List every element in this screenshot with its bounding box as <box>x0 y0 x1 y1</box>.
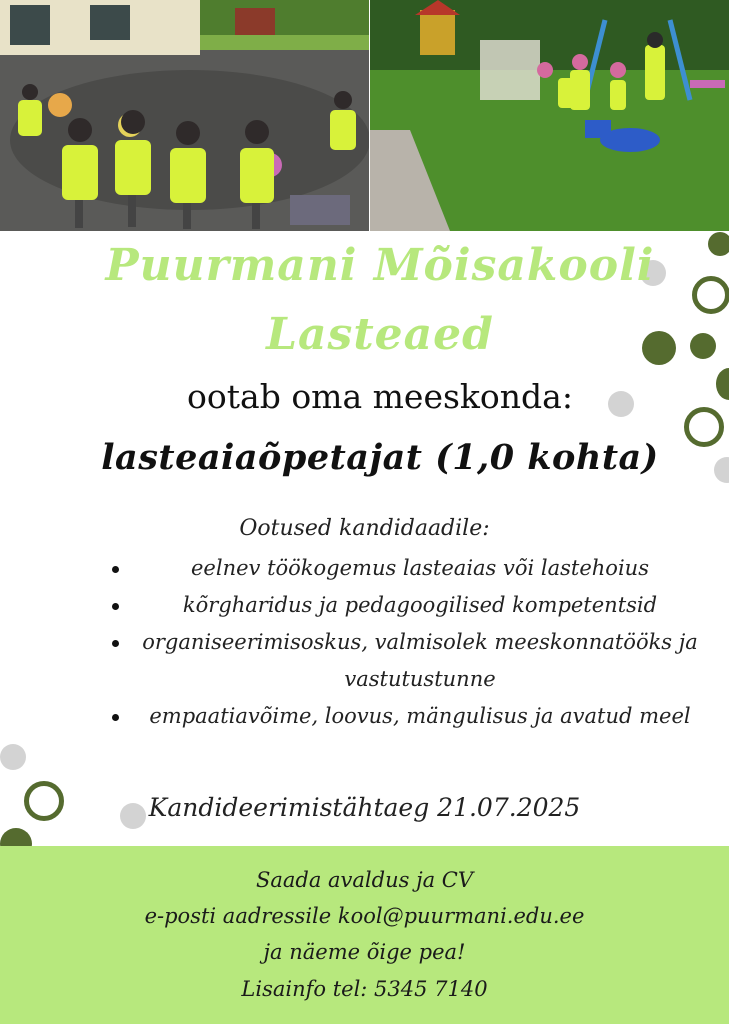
photo-garden-playground <box>370 0 729 231</box>
decor-circle <box>708 232 729 256</box>
school-name: Puurmani Mõisakooli <box>105 240 655 291</box>
decor-circle <box>0 744 26 770</box>
requirement-item: eelnev töökogemus lasteaias või lastehoius <box>100 550 710 587</box>
subtitle: ootab oma meeskonda: <box>187 377 573 416</box>
contact-line-closing: ja näeme õige pea! <box>263 940 466 964</box>
requirement-item: organiseerimisoskus, valmisolek meeskonnatööks ja vastutustunne <box>100 624 710 698</box>
requirements-list <box>100 550 710 735</box>
contact-email-line[interactable]: e-posti aadressile kool@puurmani.edu.ee <box>144 904 585 928</box>
bullet-icon <box>112 566 119 573</box>
application-deadline: Kandideerimistähtaeg 21.07.2025 <box>148 793 581 822</box>
requirement-item: empaatiavõime, loovus, mängulisus ja avatud meel <box>100 698 710 735</box>
contact-line-send: Saada avaldus ja CV <box>255 868 474 892</box>
school-name-line2: Lasteaed <box>266 309 494 360</box>
job-position: lasteaiaõpetajat (1,0 kohta) <box>101 437 659 478</box>
photo-children-playground <box>0 0 369 231</box>
contact-panel <box>0 846 729 1024</box>
bullet-icon <box>112 640 119 647</box>
decor-circle <box>716 368 729 400</box>
requirements-title: Ootused kandidaadile: <box>239 516 490 541</box>
requirement-item: kõrgharidus ja pedagoogilised kompetentsid <box>100 587 710 624</box>
contact-phone-line[interactable]: Lisainfo tel: 5345 7140 <box>241 977 488 1001</box>
bullet-icon <box>112 714 119 721</box>
bullet-icon <box>112 603 119 610</box>
